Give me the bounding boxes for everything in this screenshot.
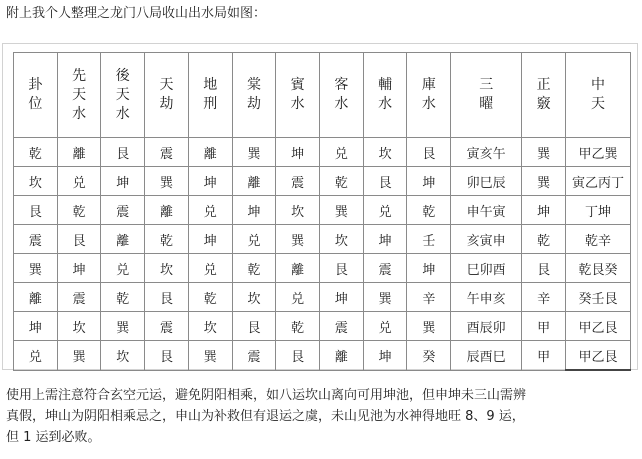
table-cell: 離 bbox=[145, 196, 189, 225]
table-cell: 乾 bbox=[145, 225, 189, 254]
table-cell: 卯巳辰 bbox=[451, 167, 522, 196]
table-cell: 離 bbox=[232, 167, 276, 196]
table-cell: 坎 bbox=[188, 312, 232, 341]
table-cell: 乾 bbox=[522, 225, 566, 254]
table-cell: 坤 bbox=[188, 167, 232, 196]
table-cell: 震 bbox=[276, 167, 320, 196]
table-cell: 巽 bbox=[522, 167, 566, 196]
table-cell: 艮 bbox=[232, 312, 276, 341]
table-cell: 乾 bbox=[14, 138, 58, 167]
table-cell: 坤 bbox=[188, 225, 232, 254]
table-cell: 坤 bbox=[407, 167, 451, 196]
table-row bbox=[14, 254, 631, 283]
table-row bbox=[14, 138, 631, 167]
table-cell: 甲乙艮 bbox=[566, 312, 631, 341]
table-cell: 兑 bbox=[188, 196, 232, 225]
table-cell: 震 bbox=[57, 283, 101, 312]
table-cell: 震 bbox=[145, 312, 189, 341]
header-cell: 地刑 bbox=[188, 53, 232, 138]
table-row bbox=[14, 167, 631, 196]
header-cell: 客水 bbox=[320, 53, 364, 138]
table-row bbox=[14, 225, 631, 254]
notes-line: 真假，坤山为阴阳相乘忌之，申山为补救但有退运之虞，未山见池为水神得地旺 8、9 运， bbox=[6, 409, 525, 424]
table-cell: 巽 bbox=[101, 312, 145, 341]
header-cell: 中天 bbox=[566, 53, 631, 138]
table-cell: 震 bbox=[363, 254, 407, 283]
table-cell: 壬 bbox=[407, 225, 451, 254]
table-cell: 坤 bbox=[363, 341, 407, 371]
header-cell: 輔水 bbox=[363, 53, 407, 138]
table-cell: 坎 bbox=[57, 312, 101, 341]
table-cell: 震 bbox=[232, 341, 276, 371]
table-cell: 亥寅申 bbox=[451, 225, 522, 254]
table-cell: 坎 bbox=[14, 167, 58, 196]
table-cell: 坤 bbox=[363, 225, 407, 254]
table-cell: 癸壬艮 bbox=[566, 283, 631, 312]
table-cell: 坤 bbox=[407, 254, 451, 283]
table-cell: 寅乙丙丁 bbox=[566, 167, 631, 196]
table-cell: 巽 bbox=[320, 196, 364, 225]
table-cell: 巽 bbox=[188, 341, 232, 371]
table-row bbox=[14, 312, 631, 341]
table-cell: 艮 bbox=[363, 167, 407, 196]
header-cell: 正竅 bbox=[522, 53, 566, 138]
header-cell: 棠劫 bbox=[232, 53, 276, 138]
table-cell: 離 bbox=[14, 283, 58, 312]
table-cell: 兑 bbox=[276, 283, 320, 312]
table-cell: 乾艮癸 bbox=[566, 254, 631, 283]
table-cell: 坤 bbox=[232, 196, 276, 225]
table-cell: 乾 bbox=[232, 254, 276, 283]
table-cell: 午申亥 bbox=[451, 283, 522, 312]
table-cell: 癸 bbox=[407, 341, 451, 371]
table-cell: 巽 bbox=[232, 138, 276, 167]
table-cell: 巽 bbox=[276, 225, 320, 254]
table-cell: 離 bbox=[320, 341, 364, 371]
table-cell: 巽 bbox=[14, 254, 58, 283]
table-cell: 巽 bbox=[407, 312, 451, 341]
table-cell: 坤 bbox=[14, 312, 58, 341]
notes-line: 使用上需注意符合玄空元运，避免阴阳相乘，如八运坎山离向可用坤池，但申坤未三山需辨 bbox=[6, 388, 527, 403]
header-cell: 三曜 bbox=[451, 53, 522, 138]
table-cell: 艮 bbox=[101, 138, 145, 167]
table-cell: 兑 bbox=[188, 254, 232, 283]
table-cell: 離 bbox=[188, 138, 232, 167]
table-cell: 乾 bbox=[101, 283, 145, 312]
table-cell: 坤 bbox=[101, 167, 145, 196]
table-cell: 酉辰卯 bbox=[451, 312, 522, 341]
table-cell: 甲 bbox=[522, 312, 566, 341]
table-cell: 兑 bbox=[320, 138, 364, 167]
table-cell: 艮 bbox=[320, 254, 364, 283]
table-cell: 離 bbox=[57, 138, 101, 167]
table-cell: 坤 bbox=[320, 283, 364, 312]
table-cell: 震 bbox=[101, 196, 145, 225]
table-cell: 艮 bbox=[57, 225, 101, 254]
header-cell: 先天水 bbox=[57, 53, 101, 138]
table-cell: 乾 bbox=[276, 312, 320, 341]
notes-line: 但 1 运到必败。 bbox=[6, 430, 101, 445]
longmen-eight-table bbox=[13, 52, 631, 371]
table-cell: 坤 bbox=[276, 138, 320, 167]
table-image-frame bbox=[2, 43, 638, 370]
table-cell: 巽 bbox=[145, 167, 189, 196]
table-cell: 辛 bbox=[522, 283, 566, 312]
table-row bbox=[14, 283, 631, 312]
table-cell: 艮 bbox=[145, 283, 189, 312]
table-cell: 丁坤 bbox=[566, 196, 631, 225]
table-cell: 兑 bbox=[57, 167, 101, 196]
table-cell: 寅亥午 bbox=[451, 138, 522, 167]
table-cell: 乾 bbox=[320, 167, 364, 196]
table-row bbox=[14, 341, 631, 371]
notes-paragraph bbox=[6, 385, 638, 448]
header-row bbox=[14, 53, 631, 138]
table-cell: 甲乙巽 bbox=[566, 138, 631, 167]
table-cell: 兑 bbox=[232, 225, 276, 254]
table-cell: 乾 bbox=[188, 283, 232, 312]
table-cell: 巳卯酉 bbox=[451, 254, 522, 283]
table-cell: 坎 bbox=[145, 254, 189, 283]
table-cell: 兑 bbox=[101, 254, 145, 283]
table-cell: 坤 bbox=[522, 196, 566, 225]
header-cell: 賓水 bbox=[276, 53, 320, 138]
table-cell: 坤 bbox=[57, 254, 101, 283]
table-cell: 巽 bbox=[522, 138, 566, 167]
intro-text: 附上我个人整理之龙门八局收山出水局如图： bbox=[6, 6, 267, 21]
table-cell: 離 bbox=[276, 254, 320, 283]
header-cell: 後天水 bbox=[101, 53, 145, 138]
header-cell: 天劫 bbox=[145, 53, 189, 138]
table-cell: 艮 bbox=[522, 254, 566, 283]
table-cell: 巽 bbox=[57, 341, 101, 371]
table-cell: 兑 bbox=[14, 341, 58, 371]
table-cell: 震 bbox=[320, 312, 364, 341]
table-cell: 艮 bbox=[276, 341, 320, 371]
table-cell: 乾 bbox=[407, 196, 451, 225]
table-cell: 坎 bbox=[232, 283, 276, 312]
header-cell: 庫水 bbox=[407, 53, 451, 138]
table-cell: 兑 bbox=[363, 196, 407, 225]
table-cell: 乾辛 bbox=[566, 225, 631, 254]
table-cell: 甲乙艮 bbox=[566, 341, 631, 371]
table-cell: 震 bbox=[14, 225, 58, 254]
header-cell: 卦位 bbox=[14, 53, 58, 138]
table-cell: 辛 bbox=[407, 283, 451, 312]
table-cell: 艮 bbox=[407, 138, 451, 167]
table-cell: 辰酉巳 bbox=[451, 341, 522, 371]
table-cell: 兑 bbox=[363, 312, 407, 341]
table-cell: 乾 bbox=[57, 196, 101, 225]
table-cell: 艮 bbox=[14, 196, 58, 225]
table-cell: 申午寅 bbox=[451, 196, 522, 225]
table-cell: 坎 bbox=[320, 225, 364, 254]
table-cell: 甲 bbox=[522, 341, 566, 371]
table-cell: 巽 bbox=[363, 283, 407, 312]
table-row bbox=[14, 196, 631, 225]
table-cell: 離 bbox=[101, 225, 145, 254]
table-cell: 坎 bbox=[276, 196, 320, 225]
table-cell: 坎 bbox=[101, 341, 145, 371]
table-cell: 坎 bbox=[363, 138, 407, 167]
table-cell: 艮 bbox=[145, 341, 189, 371]
table-cell: 震 bbox=[145, 138, 189, 167]
